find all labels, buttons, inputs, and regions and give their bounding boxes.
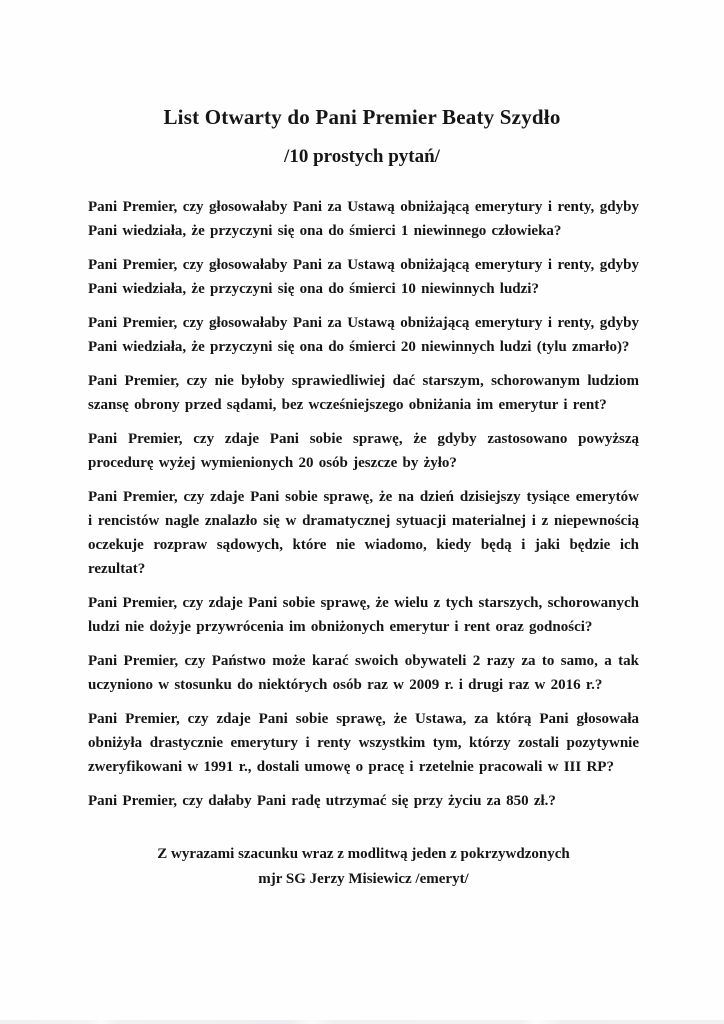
closing-signature: mjr SG Jerzy Misiewicz /emeryt/ [258, 871, 469, 887]
letter-question-8: Pani Premier, czy Państwo może karać swoich obywateli 2 razy za to samo, a tak uczyniono w stosunku do niektórych osób raz w 2009 r. i drugi raz w 2016 r.? [88, 653, 639, 693]
letter-question-10: Pani Premier, czy dałaby Pani radę utrzymać się przy życiu za 850 zł.? [88, 793, 556, 809]
scan-edge-artifact [0, 1020, 724, 1024]
letter-question-2: Pani Premier, czy głosowałaby Pani za Ustawą obniżającą emerytury i renty, gdyby Pani wiedziała, że przyczyni się ona do śmierci 10 niewinnych ludzi? [88, 257, 639, 297]
letter-question-4: Pani Premier, czy nie byłoby sprawiedliwiej dać starszym, schorowanym ludziom szansę obrony przed sądami, bez wcześniejszego obniżania im emerytur i rent? [88, 373, 639, 413]
letter-question-1: Pani Premier, czy głosowałaby Pani za Ustawą obniżającą emerytury i renty, gdyby Pani wiedziała, że przyczyni się ona do śmierci 1 niewinnego człowieka? [88, 199, 639, 239]
letter-body [88, 195, 639, 813]
closing-salutation: Z wyrazami szacunku wraz z modlitwą jeden z pokrzywdzonych [157, 846, 570, 862]
letter-question-5: Pani Premier, czy zdaje Pani sobie sprawę, że gdyby zastosowano powyższą procedurę wyżej wymienionych 20 osób jeszcze by żyło? [88, 431, 639, 471]
letter-closing [88, 842, 639, 892]
letter-title: List Otwarty do Pani Premier Beaty Szydło [163, 105, 561, 129]
letter-question-6: Pani Premier, czy zdaje Pani sobie sprawę, że na dzień dzisiejszy tysiące emerytów i rencistów nagle znalazło się w dramatycznej sytuacji materialnej i z niepewnością oczekuje rozpraw sądowych, które nie wiadomo, kiedy będą i jaki będzie ich rezultat? [88, 489, 639, 577]
letter-question-9: Pani Premier, czy zdaje Pani sobie sprawę, że Ustawa, za którą Pani głosowała obniżyła drastycznie emerytury i renty wszystkim tym, którzy zostali pozytywnie zweryfikowani w 1991 r., dostali umowę o pracę i rzetelnie pracowali w III RP? [88, 711, 639, 775]
letter-question-7: Pani Premier, czy zdaje Pani sobie sprawę, że wielu z tych starszych, schorowanych ludzi nie dożyje przywrócenia im obniżonych emerytur i rent oraz godności? [88, 595, 639, 635]
letter-subtitle: /10 prostych pytań/ [284, 146, 440, 167]
letter-question-3: Pani Premier, czy głosowałaby Pani za Ustawą obniżającą emerytury i renty, gdyby Pani wiedziała, że przyczyni się ona do śmierci 20 niewinnych ludzi (tylu zmarło)? [88, 315, 639, 355]
